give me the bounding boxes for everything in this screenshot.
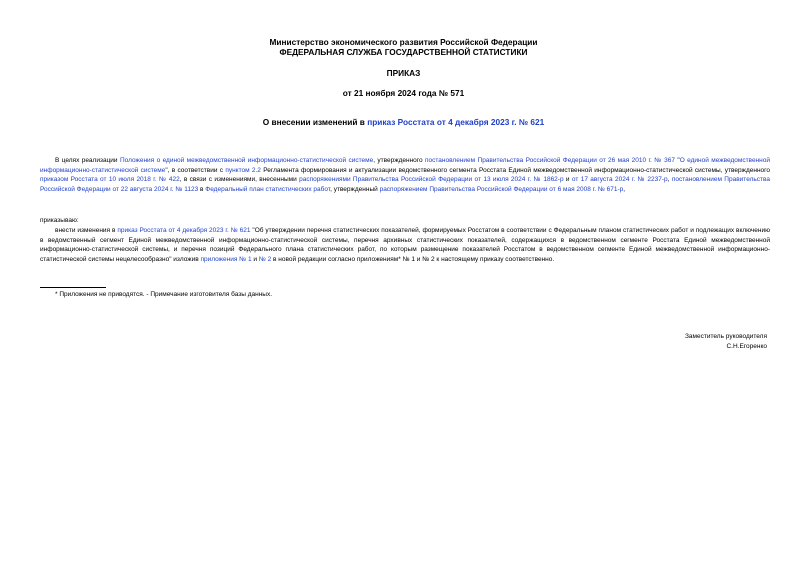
- para1-text-5: Регламента формирования и актуализации ведомственного сегмента Росстата Единой межведомственной информационно-статистической системы, утвержденного: [260, 166, 770, 174]
- para1-text-6: , в связи с изменениями, внесенными: [179, 176, 300, 184]
- para2-text-4: в новой редакции согласно приложениям* № 1 и № 2 к настоящему приказу соответственно.: [271, 255, 555, 263]
- para1-text-4: ", в соответствии с: [165, 166, 226, 174]
- link-order-422[interactable]: приказом Росстата от 10 июля 2018 г. № 422: [40, 176, 180, 184]
- document-subject: [0, 117, 807, 127]
- ministry-name: Министерство экономического развития Российской Федерации: [269, 37, 538, 47]
- para1-text-7: и: [563, 176, 572, 184]
- document-type: ПРИКАЗ: [386, 68, 421, 78]
- link-appendix-2[interactable]: № 2: [258, 255, 272, 263]
- link-order-1862[interactable]: распоряжениями Правительства Российской Федерации от 13 июля 2024 г. № 1862-р: [299, 176, 564, 184]
- link-federal-plan[interactable]: Федеральный план статистических работ: [205, 185, 331, 193]
- link-resolution-1123[interactable]: постановлением Правительства Российской Федерации от 22 августа 2024 г. № 1123: [40, 176, 770, 193]
- preamble-paragraph: [40, 156, 770, 194]
- link-order-671[interactable]: распоряжением Правительства Российской Федерации от 6 мая 2008 г. № 671-р: [379, 185, 624, 193]
- link-order-2237[interactable]: от 17 августа 2024 г. № 2237-р: [571, 176, 668, 184]
- document-date-number: от 21 ноября 2024 года № 571: [342, 88, 465, 98]
- link-resolution-367[interactable]: постановлением Правительства Российской Федерации от 26 мая 2010 г. № 367: [425, 157, 676, 164]
- para2-text-1: внести изменения в: [55, 227, 118, 234]
- para1-text-9: в: [198, 185, 206, 193]
- service-name: ФЕДЕРАЛЬНАЯ СЛУЖБА ГОСУДАРСТВЕННОЙ СТАТИСТИКИ: [279, 47, 528, 57]
- footnote-divider: [40, 287, 106, 288]
- link-emiss-title[interactable]: О единой межведомственной информационно-статистической системе: [40, 157, 770, 174]
- para1-text-11: ,: [623, 185, 626, 193]
- para1-text-3: ": [675, 157, 680, 164]
- para2-text-2: "Об утверждении перечня статистических показателей, формируемых Росстатом в соответствии с Федеральным планом статистических работ и подлежащих включению в ведомственный сегмент Единой межведомственной информационно-статистической системы, перечня архивных статистических показателей, содержащихся в ведомственном сегменте Росстата Единой межведомственной информационно-статистической системы, и перечня позиций Федерального плана статистических работ, по которым размещение показателей Росстатом в ведомственном сегменте Единой межведомственной информационно-статистической системы нецелесообразно" изложив: [40, 227, 770, 263]
- footnote: * Приложения не приводятся. - Примечание изготовителя базы данных.: [55, 291, 273, 298]
- subject-link[interactable]: приказ Росстата от 4 декабря 2023 г. № 621: [367, 117, 545, 127]
- link-regulation-emiss[interactable]: Положения о единой межведомственной информационно-статистической системе: [119, 157, 374, 164]
- link-order-621[interactable]: приказ Росстата от 4 декабря 2023 г. № 621: [117, 227, 251, 234]
- order-paragraph: [40, 226, 770, 264]
- order-word: приказываю:: [40, 217, 79, 224]
- signatory-name: С.Н.Егоренко: [726, 343, 767, 350]
- para1-text-8: ,: [667, 176, 672, 184]
- link-appendix-1[interactable]: приложения № 1: [200, 255, 252, 263]
- link-clause-2-2[interactable]: пунктом 2.2: [225, 166, 261, 174]
- signatory-position: Заместитель руководителя: [685, 333, 767, 340]
- para1-text-2: , утвержденного: [373, 157, 426, 164]
- para1-text-1: В целях реализации: [55, 157, 120, 164]
- para2-text-3: и: [251, 255, 259, 263]
- subject-prefix: О внесении изменений в: [262, 117, 368, 127]
- para1-text-10: , утвержденный: [330, 185, 380, 193]
